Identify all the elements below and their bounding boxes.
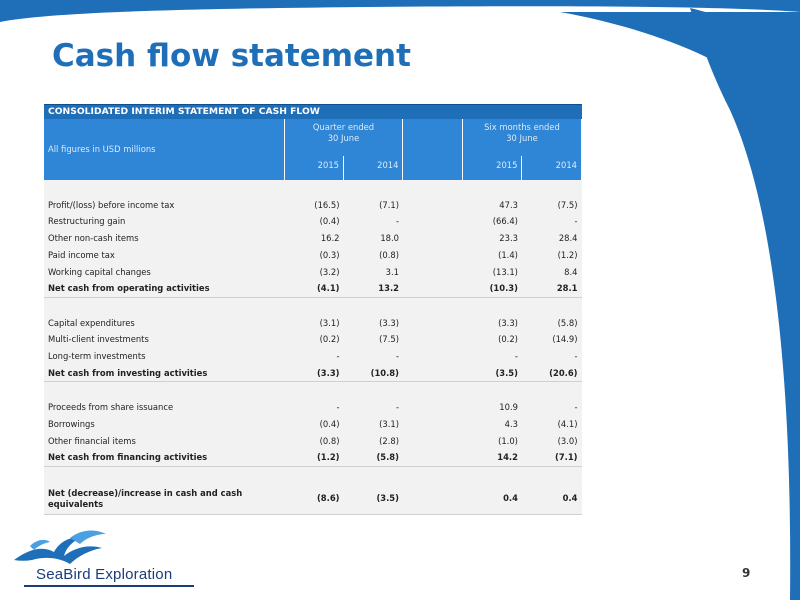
- value-cell: (3.1): [343, 416, 402, 433]
- spacer-cell: [44, 180, 284, 197]
- value-cell: -: [522, 348, 582, 365]
- value-cell: -: [462, 348, 521, 365]
- spacer-cell: [44, 382, 284, 399]
- value-cell: (0.4): [284, 213, 343, 230]
- value-cell: (4.1): [284, 280, 343, 297]
- year-header: 2014: [343, 156, 402, 180]
- units-label: All figures in USD millions: [48, 144, 156, 154]
- value-cell: 23.3: [462, 230, 521, 247]
- column-gap: [403, 433, 462, 450]
- value-cell: 10.9: [462, 399, 521, 416]
- value-cell: (7.5): [343, 331, 402, 348]
- row-label: Restructuring gain: [44, 213, 284, 230]
- value-cell: (0.2): [284, 331, 343, 348]
- table-total-row: [44, 484, 582, 515]
- value-cell: (20.6): [522, 365, 582, 382]
- spacer-cell: [522, 382, 582, 399]
- value-cell: 16.2: [284, 230, 343, 247]
- spacer-cell: [462, 466, 521, 483]
- column-gap: [403, 484, 462, 515]
- column-gap: [403, 213, 462, 230]
- value-cell: 4.3: [462, 416, 521, 433]
- value-cell: (3.5): [343, 484, 402, 515]
- spacer-cell: [403, 180, 462, 197]
- value-cell: -: [343, 348, 402, 365]
- column-gap: [403, 230, 462, 247]
- value-cell: (3.5): [462, 365, 521, 382]
- table-row: [44, 348, 582, 365]
- spacer-cell: [343, 297, 402, 314]
- units-label-cell: [44, 144, 284, 180]
- column-gap: [403, 247, 462, 264]
- spacer-cell: [44, 297, 284, 314]
- year-header: 2015: [284, 156, 343, 180]
- row-label: Other financial items: [44, 433, 284, 450]
- table-row: [44, 399, 582, 416]
- spacer-cell: [284, 466, 343, 483]
- spacer-row: [44, 382, 582, 399]
- table-row: [44, 213, 582, 230]
- value-cell: 47.3: [462, 197, 521, 214]
- table-row: [44, 230, 582, 247]
- cash-flow-table: [44, 104, 582, 515]
- value-cell: (1.4): [462, 247, 521, 264]
- value-cell: 14.2: [462, 449, 521, 466]
- value-cell: (0.4): [284, 416, 343, 433]
- table-row: [44, 264, 582, 281]
- row-label: Working capital changes: [44, 264, 284, 281]
- value-cell: (3.1): [284, 315, 343, 332]
- spacer-cell: [343, 382, 402, 399]
- spacer-cell: [522, 297, 582, 314]
- row-label: Net cash from investing activities: [44, 365, 284, 382]
- value-cell: (16.5): [284, 197, 343, 214]
- value-cell: (14.9): [522, 331, 582, 348]
- column-gap: [403, 399, 462, 416]
- value-cell: 8.4: [522, 264, 582, 281]
- spacer-cell: [284, 382, 343, 399]
- value-cell: (1.2): [284, 449, 343, 466]
- value-cell: (8.6): [284, 484, 343, 515]
- row-label: Borrowings: [44, 416, 284, 433]
- row-label: Net cash from operating activities: [44, 280, 284, 297]
- value-cell: (7.5): [522, 197, 582, 214]
- column-gap: [403, 449, 462, 466]
- group-gap: [403, 119, 462, 156]
- spacer-cell: [343, 466, 402, 483]
- group-six-line1: Six months ended: [484, 122, 560, 132]
- value-cell: (2.8): [343, 433, 402, 450]
- value-cell: (5.8): [522, 315, 582, 332]
- table-row: [44, 197, 582, 214]
- spacer-cell: [403, 297, 462, 314]
- spacer-row: [44, 180, 582, 197]
- spacer-cell: [284, 180, 343, 197]
- spacer-cell: [522, 180, 582, 197]
- spacer-row: [44, 466, 582, 483]
- table-body: [44, 180, 582, 514]
- table-title: CONSOLIDATED INTERIM STATEMENT OF CASH FLOW: [44, 105, 582, 120]
- column-gap: [403, 331, 462, 348]
- value-cell: (0.2): [462, 331, 521, 348]
- column-gap: [403, 315, 462, 332]
- row-label: Paid income tax: [44, 247, 284, 264]
- spacer-cell: [343, 180, 402, 197]
- spacer-cell: [462, 382, 521, 399]
- value-cell: (1.2): [522, 247, 582, 264]
- value-cell: (13.1): [462, 264, 521, 281]
- column-gap: [403, 416, 462, 433]
- value-cell: (66.4): [462, 213, 521, 230]
- spacer-cell: [403, 466, 462, 483]
- group-six-header: [462, 119, 581, 156]
- value-cell: (10.3): [462, 280, 521, 297]
- group-quarter-line2: 30 June: [327, 133, 360, 143]
- page-number: 9: [742, 566, 751, 580]
- spacer-cell: [403, 382, 462, 399]
- year-gap: [403, 156, 462, 180]
- column-gap: [403, 348, 462, 365]
- value-cell: (3.3): [343, 315, 402, 332]
- value-cell: (3.2): [284, 264, 343, 281]
- row-label: Net cash from financing activities: [44, 449, 284, 466]
- table-row: [44, 416, 582, 433]
- value-cell: -: [284, 348, 343, 365]
- table-total-row: [44, 365, 582, 382]
- table-row: [44, 331, 582, 348]
- value-cell: 0.4: [462, 484, 521, 515]
- page-title: Cash flow statement: [52, 38, 411, 74]
- row-label: Other non-cash items: [44, 230, 284, 247]
- value-cell: -: [343, 213, 402, 230]
- value-cell: 18.0: [343, 230, 402, 247]
- row-label: Long-term investments: [44, 348, 284, 365]
- value-cell: (5.8): [343, 449, 402, 466]
- row-label: Capital expenditures: [44, 315, 284, 332]
- company-logo-text: SeaBird Exploration: [36, 566, 173, 583]
- value-cell: (3.0): [522, 433, 582, 450]
- column-gap: [403, 365, 462, 382]
- group-six-line2: 30 June: [506, 133, 538, 143]
- column-gap: [403, 264, 462, 281]
- value-cell: (3.3): [462, 315, 521, 332]
- column-gap: [403, 280, 462, 297]
- value-cell: (7.1): [522, 449, 582, 466]
- spacer-row: [44, 297, 582, 314]
- spacer-cell: [44, 466, 284, 483]
- value-cell: 3.1: [343, 264, 402, 281]
- value-cell: 28.4: [522, 230, 582, 247]
- spacer-cell: [462, 297, 521, 314]
- value-cell: -: [284, 399, 343, 416]
- row-label: Proceeds from share issuance: [44, 399, 284, 416]
- value-cell: (0.3): [284, 247, 343, 264]
- table-row: [44, 433, 582, 450]
- table-total-row: [44, 280, 582, 297]
- row-label: Profit/(loss) before income tax: [44, 197, 284, 214]
- value-cell: -: [522, 213, 582, 230]
- table-year-header-row: [44, 156, 582, 180]
- table-total-row: [44, 449, 582, 466]
- column-gap: [403, 197, 462, 214]
- value-cell: -: [343, 399, 402, 416]
- value-cell: (7.1): [343, 197, 402, 214]
- value-cell: 28.1: [522, 280, 582, 297]
- row-label: Net (decrease)/increase in cash and cash equivalents: [44, 484, 284, 515]
- year-header: 2014: [522, 156, 582, 180]
- row-label: Multi-client investments: [44, 331, 284, 348]
- value-cell: 0.4: [522, 484, 582, 515]
- table-title-row: [44, 105, 582, 120]
- value-cell: -: [522, 399, 582, 416]
- table-row: [44, 247, 582, 264]
- value-cell: (1.0): [462, 433, 521, 450]
- value-cell: 13.2: [343, 280, 402, 297]
- value-cell: (0.8): [284, 433, 343, 450]
- value-cell: (0.8): [343, 247, 402, 264]
- table-row: [44, 315, 582, 332]
- value-cell: (4.1): [522, 416, 582, 433]
- spacer-cell: [462, 180, 521, 197]
- spacer-cell: [522, 466, 582, 483]
- logo-underline: [24, 585, 194, 587]
- value-cell: (10.8): [343, 365, 402, 382]
- group-quarter-line1: Quarter ended: [312, 122, 375, 132]
- value-cell: (3.3): [284, 365, 343, 382]
- year-header: 2015: [462, 156, 521, 180]
- spacer-cell: [284, 297, 343, 314]
- group-quarter-header: [284, 119, 403, 156]
